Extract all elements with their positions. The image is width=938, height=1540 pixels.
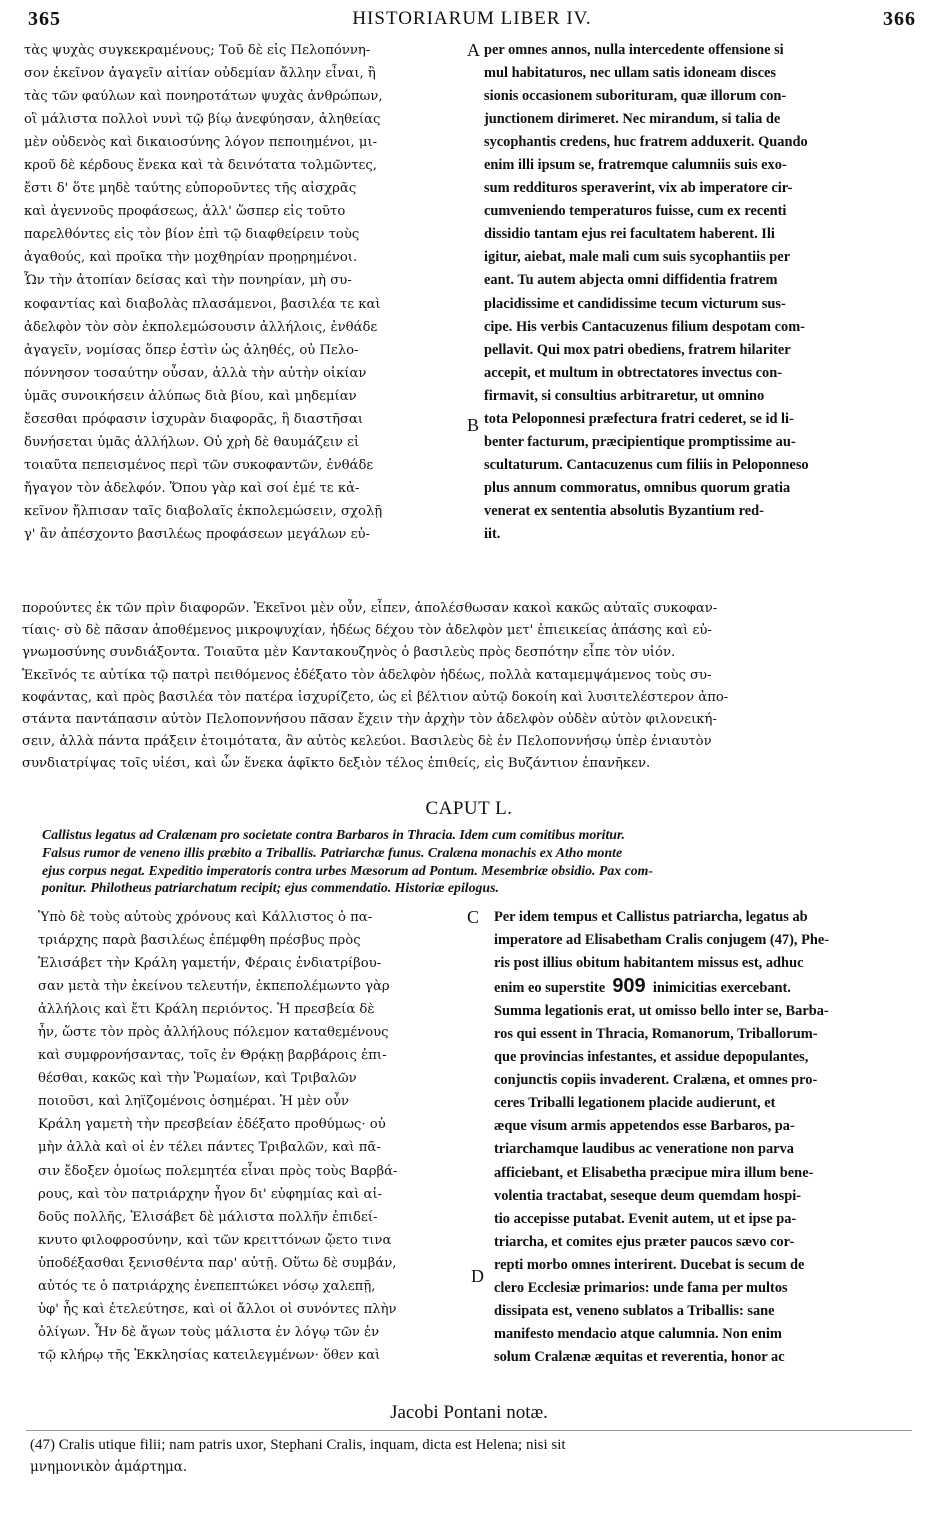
text-line: σειν, ἀλλὰ πάντα πράξειν ἑτοιμότατα, ἂν αὐτὸς κελεύοι. Βασιλεὺς δὲ ἐν Πελοποννήσῳ ὑπὲρ ἐνιαυτὸν	[22, 734, 712, 750]
text-line: Ὑπὸ δὲ τοὺς αὐτοὺς χρόνους καὶ Κάλλιστος ὁ πα-	[38, 910, 373, 925]
text-line: placidissime et candidissime tecum victurum sus-	[484, 295, 786, 312]
chapter-summary	[42, 826, 906, 897]
big-page-number: 909	[612, 975, 646, 998]
text-line: tio accepisse putabat. Evenit autem, ut et ipse pa-	[494, 1210, 797, 1227]
text-line: ὑφ' ἧς καὶ ἐτελεύτησε, καὶ οἱ ἄλλοι οἱ συνόντες πλὴν	[38, 1301, 397, 1317]
text-line: dissidio tantam ejus rei facultatem haberent. Ili	[484, 226, 775, 243]
text-line: κεῖνον ἤλπισαν ταῖς διαβολαῖς ἐκπολεμώσειν, σχολῇ	[24, 503, 383, 519]
text-line: καὶ συμφρονήσαντας, τοῖς ἐν Θρᾴκῃ βαρβάροις ἐπι-	[38, 1048, 387, 1064]
text-line: dissipata est, veneno sublatos a Triballis: sane	[494, 1302, 775, 1319]
text-line: τοιαῦτα πεπεισμένος περὶ τῶν συκοφαντῶν, ἐνθάδε	[24, 457, 374, 473]
text-line: ejus corpus negat. Expeditio imperatoris contra urbes Mæsorum ad Pontum. Mesembriæ obsidio. Pax com-	[42, 862, 653, 878]
text-line: ἀγαθούς, καὶ προῖκα τὴν μοχθηρίαν προῃρημένοι.	[24, 250, 358, 266]
footnote	[30, 1434, 910, 1478]
text-line: mul habitaturos, nec ullam satis idoneam disces	[484, 65, 776, 82]
text-line: κοφάντας, καὶ πρὸς βασιλέα τὸν πατέρα ἰσχυρίζετο, ὡς εἰ βέλτιον αὐτῷ δοκοίη καὶ λυσιτελέστερον ἀπο-	[22, 689, 729, 705]
text-line: σον ἐκεῖνον ἀγαγεῖν αἰτίαν οὐδεμίαν ἄλλην εἶναι, ἢ	[24, 66, 376, 82]
text-line: συνδιατρίψας τοῖς υἱέσι, καὶ ὧν ἕνεκα ἀφῖκτο δεξιὸν τέλος ἐπιθείς, εἰς Βυζάντιον ἐπανῆκεν.	[22, 756, 651, 772]
text-line: ἤγαγον τὸν ἀδελφόν. Ὅπου γὰρ καὶ σοί ἐμέ τε κἀ-	[24, 480, 360, 496]
notes-divider	[26, 1430, 912, 1431]
text-line: ὑποδέξασθαι ξενισθέντα παρ' αὐτῇ. Οὕτω δὲ συμβάν,	[38, 1255, 397, 1271]
text-line: κνυτο φιλοφροσύνην, καὶ τῶν κρειττόνων ᾤετο τινα	[38, 1232, 392, 1248]
text-line: manifesto mendacio atque calumnia. Non enim	[494, 1325, 782, 1342]
text-line: ponitur. Philotheus patriarchatum recipit; ejus commendatio. Historiæ epilogus.	[42, 880, 499, 896]
text-line: παρελθόντες εἰς τὸν βίον ἐπὶ τῷ διαφθείρειν τοὺς	[24, 227, 360, 243]
text-line: per omnes annos, nulla intercedente offensione si	[484, 42, 784, 58]
margin-letter-d: D	[471, 1266, 484, 1286]
greek-column-top	[24, 39, 464, 546]
text-line: Ὧν τὴν ἀτοπίαν δείσας καὶ τὴν πονηρίαν, μὴ συ-	[24, 273, 352, 289]
text-line: ποιοῦσι, καὶ ληϊζομένοις ὁσημέραι. Ἡ μὲν οὖν	[38, 1094, 349, 1110]
text-line: ὑμᾶς συνοικήσειν ἀλύπως διὰ βίου, καὶ μηδεμίαν	[24, 388, 357, 404]
text-line: τίαις· σὺ δὲ πᾶσαν ἀποθέμενος μικροψυχίαν, ἡδέως δέχου τὸν ἀδελφὸν μετ' ἐπιεικείας ἁπάσης καὶ εὐ-	[22, 623, 712, 639]
text-line: cumveniendo temperaturos fuisse, cum ex recenti	[484, 203, 787, 220]
text-line: σιν ἔδοξεν ὁμοίως πολεμητέα εἶναι πρὸς τοὺς Βαρβά-	[38, 1163, 398, 1179]
greek-column-bottom	[38, 906, 466, 1367]
text-line: tota Peloponnesi præfectura fratri cederet, se id li-	[484, 410, 794, 427]
text-line: τῷ κλήρῳ τῆς Ἐκκλησίας κατειλεγμένων· ὅθεν καὶ	[38, 1347, 381, 1363]
text-line: κοφαντίας καὶ διαβολὰς πλασάμενοι, βασιλέα τε καὶ	[24, 296, 381, 312]
text-line: μὴν ἀλλὰ καὶ οἱ ἐν τέλει πάντες Τριβαλῶν, καὶ πᾶ-	[38, 1140, 381, 1156]
text-line: clero Ecclesiæ primarios: unde fama per multos	[494, 1279, 788, 1296]
text-line: οἳ μάλιστα πολλοὶ νυνὶ τῷ βίῳ ἀνεφύησαν, ἀληθείας	[24, 112, 381, 128]
margin-letter-b: B	[467, 415, 480, 435]
chapter-heading: CAPUT L.	[425, 798, 513, 819]
text-line: ἀλλήλοις καὶ ἔτι Κράλη περιόντος. Ἡ πρεσβεία δὲ	[38, 1002, 375, 1018]
text-line: Ἐκεῖνός τε αὐτίκα τῷ πατρὶ πειθόμενος ἐδέξατο τὸν ἀδελφὸν ἡδέως, πολλὰ καταμεμψάμενος τοὺς συ-	[22, 667, 712, 683]
text-line: enim illi ipsum se, fratremque calumniis suis exo-	[484, 157, 787, 174]
text-line: junctionem dirimeret. Nec mirandum, si talia de	[484, 111, 781, 128]
text-line: accepit, et multum in obtrectatores invectus con-	[484, 364, 783, 381]
text-line-start: enim eo superstite	[494, 980, 606, 997]
page-number-left: 365	[28, 8, 61, 30]
text-line: scultaturum. Cantacuzenus cum filiis in Peloponneso	[484, 456, 809, 473]
text-line: benter facturum, præcipientique promptissime au-	[484, 433, 796, 450]
notes-heading: Jacobi Pontani notæ.	[390, 1402, 548, 1423]
text-line: ἀδελφὸν τὸν σὸν ἐκπολεμώσουσιν ἀλλήλοις, ἐνθάδε	[24, 319, 378, 335]
text-line: Per idem tempus et Callistus patriarcha, legatus ab	[494, 909, 808, 925]
text-line: στάντα παντάπασιν αὐτὸν Πελοποννήσου πᾶσαν ἔχειν τὴν ἀρχὴν τὸν ἀδελφὸν οὐδὲν αὐτὸν φιλονεική-	[22, 712, 717, 728]
text-line: ros qui essent in Thracia, Romanorum, Triballorum-	[494, 1026, 818, 1043]
text-line: venerat ex sententia absolutis Byzantium red-	[484, 502, 764, 519]
latin-column-bottom	[494, 906, 914, 1369]
text-line: ἦν, ὥστε τὸν πρὸς ἀλλήλους πόλεμον καταθεμένους	[38, 1025, 389, 1041]
text-line-end: inimicitias exercebant.	[652, 980, 791, 997]
page-number-right: 366	[883, 8, 916, 30]
text-line: cipe. His verbis Cantacuzenus filium despotam com-	[484, 318, 805, 335]
text-line: sum reddituros speraverint, vix ab imperatore cir-	[484, 180, 793, 197]
text-line: plus annum commoratus, omnibus quorum gratia	[484, 479, 791, 496]
text-line: αὐτός τε ὁ πατριάρχης ἐνεπεπτώκει νόσῳ χαλεπῇ,	[38, 1278, 376, 1294]
text-line: πορούντες ἐκ τῶν πρὶν διαφορῶν. Ἐκεῖνοι μὲν οὖν, εἶπεν, ἀπολέσθωσαν κακοὶ κακῶς αὐταῖς συκοφαν-	[22, 601, 718, 616]
greek-full-width-text	[22, 598, 914, 776]
footnote-line: μνημονικὸν ἁμάρτημα.	[30, 1459, 188, 1475]
text-line: volentia tractabat, seseque deum quemdam hospi-	[494, 1187, 802, 1204]
text-line: ἔστι δ' ὅτε μηδὲ ταύτης εὐποροῦντες τῆς αἰσχρᾶς	[24, 181, 357, 197]
text-line: firmavit, si consultius arbitraretur, ut omnino	[484, 387, 765, 404]
text-line: pellavit. Qui mox patri obediens, fratrem hilariter	[484, 341, 791, 358]
text-line: γ' ἂν ἀπέσχοντο βασιλέως προφάσεων μεγάλων εὐ-	[24, 526, 370, 542]
text-line: τὰς τῶν φαύλων καὶ πονηροτάτων ψυχὰς ἀνθρώπων,	[24, 89, 383, 105]
text-line: Falsus rumor de veneno illis præbito a Triballis. Patriarchæ funus. Cralæna monachis ex Atho monte	[42, 844, 623, 860]
text-line: afficiebant, et Elisabetha præcipue mira illum bene-	[494, 1164, 814, 1181]
text-line: ceres Triballi legationem placide audierunt, et	[494, 1095, 776, 1112]
text-line: τριάρχης παρὰ βασιλέως ἐπέμφθη πρέσβυς πρὸς	[38, 933, 361, 949]
text-line: καὶ ἀγεννοῦς προφάσεως, ἀλλ' ὥσπερ εἰς τοῦτο	[24, 204, 346, 220]
text-line: Κράλη γαμετὴ τὴν πρεσβείαν ἐδέξατο προθύμως· οὐ	[38, 1117, 386, 1133]
latin-column-top	[484, 39, 912, 546]
text-line: æque visum armis appetendos esse Barbaros, pa-	[494, 1118, 795, 1135]
text-line: sycophantis credens, huc fratrem adduxerit. Quando	[484, 134, 808, 151]
running-header	[28, 8, 916, 38]
text-line: πόννησον τοσαύτην οὖσαν, ἀλλὰ τὴν αὐτὴν οἰκίαν	[24, 365, 367, 381]
text-line: μὲν οὐδενὸς καὶ δικαιοσύνης λόγον πεποιημένοι, μι-	[24, 135, 378, 151]
text-line: ris post illius obitum habitantem missus est, adhuc	[494, 955, 804, 972]
text-line: que provincias infestantes, et assidue depopulantes,	[494, 1049, 809, 1066]
text-line: ἔσεσθαι πρόφασιν ἰσχυρὰν διαφορᾶς, ἣ διαστῆσαι	[24, 411, 364, 427]
text-line: imperatore ad Elisabetham Cralis conjugem (47), Phe-	[494, 932, 830, 949]
text-line: σαν μετὰ τὴν ἐκείνου τελευτήν, ἐκπεπολέμωντο γὰρ	[38, 979, 390, 995]
text-line: Callistus legatus ad Cralænam pro societate contra Barbaros in Thracia. Idem cum comitibus moritur.	[42, 827, 626, 842]
text-line: eant. Tu autem abjecta omni diffidentia fratrem	[484, 272, 778, 289]
text-line: triarcha, et comites ejus præter paucos sævo cor-	[494, 1233, 795, 1250]
text-line: igitur, aiebat, male mali cum suis sycophantiis per	[484, 249, 791, 266]
text-line: triarchamque laudibus ac veneratione non parva	[494, 1141, 794, 1158]
text-line	[494, 975, 914, 1000]
running-title: HISTORIARUM LIBER IV.	[352, 8, 592, 29]
text-line: γνωμοσύνης συνδιάξοντα. Τοιαῦτα μὲν Καντακουζηνὸς ὁ βασιλεὺς πρὸς δεσπότην εἶπε τὸν υἱόν.	[22, 645, 676, 661]
text-line: sionis occasionem suborituram, quæ illorum con-	[484, 88, 787, 105]
text-line: iit.	[484, 525, 501, 542]
text-line: ὀλίγων. Ἦν δὲ ἄγων τοὺς μάλιστα ἐν λόγῳ τῶν ἐν	[38, 1324, 380, 1340]
text-line: Summa legationis erat, ut omisso bello inter se, Barba-	[494, 1003, 829, 1020]
text-line: δοῦς πολλῆς, Ἐλισάβετ δὲ μάλιστα πολλῆν ἐπιδεί-	[38, 1209, 378, 1225]
margin-letter-a: A	[467, 40, 480, 60]
text-line: δυνήσεται ὑμᾶς ἀλλήλων. Οὐ χρὴ δὲ θαυμάζειν εἰ	[24, 434, 360, 450]
text-line: solum Cralænæ æquitas et reverentia, honor ac	[494, 1348, 785, 1365]
text-line: τὰς ψυχὰς συγκεκραμένους; Τοῦ δὲ εἰς Πελοπόννη-	[24, 43, 371, 58]
text-line: κροῦ δὲ κέρδους ἕνεκα καὶ τὰ δεινότατα τολμῶντες,	[24, 158, 377, 174]
text-line: repti morbo omnes interirent. Ducebat is secum de	[494, 1256, 805, 1273]
text-line: conjunctis copiis invaderent. Cralæna, et omnes pro-	[494, 1072, 818, 1089]
text-line: ἀγαγεῖν, νομίσας ὅπερ ἐστὶν ὡς ἀληθές, οὐ Πελο-	[24, 342, 359, 358]
footnote-line: (47) Cralis utique filii; nam patris uxor, Stephani Cralis, inquam, dicta est Helena; nisi sit	[30, 1437, 566, 1453]
text-line: θέσθαι, κακῶς καὶ τὴν Ῥωμαίων, καὶ Τριβαλῶν	[38, 1071, 357, 1087]
text-line: ρους, καὶ τὸν πατριάρχην ἦγον δι' εὐφημίας καὶ αἰ-	[38, 1186, 383, 1202]
margin-letter-c: C	[467, 907, 480, 927]
text-line: Ἐλισάβετ τὴν Κράλη γαμετήν, Φέραις ἐνδιατρίβου-	[38, 956, 382, 972]
